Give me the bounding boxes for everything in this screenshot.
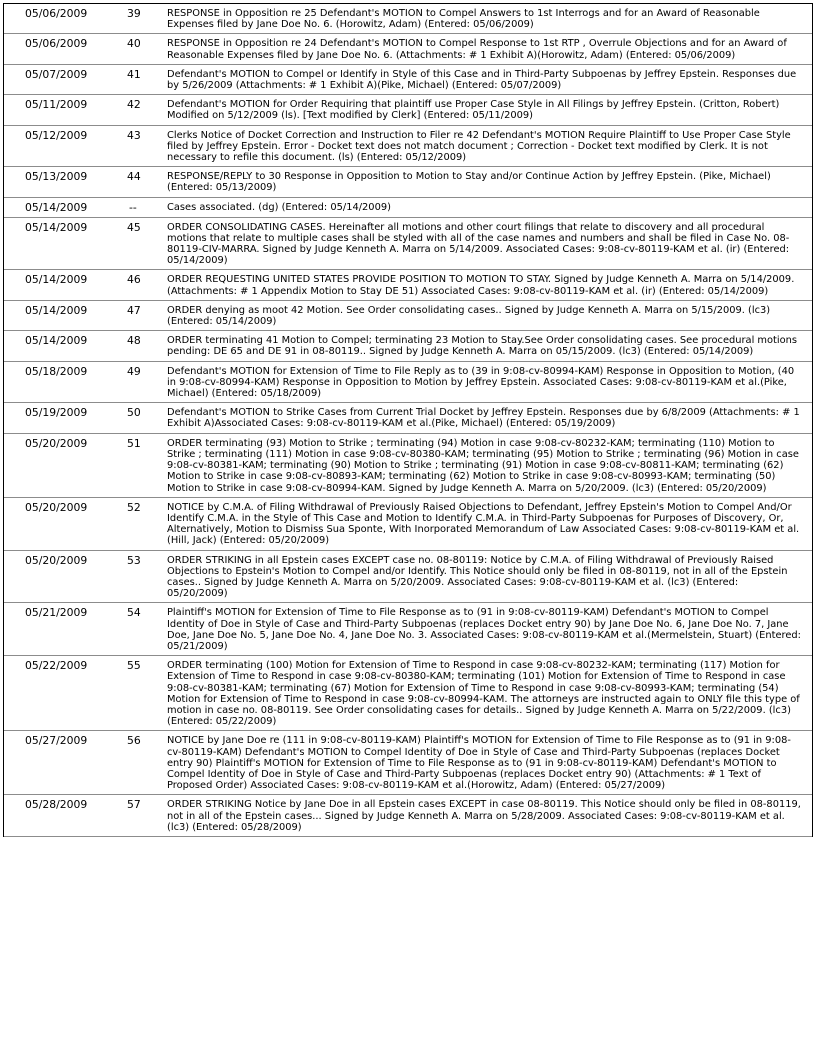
docket-entry-row — [4, 656, 812, 731]
entry-text: RESPONSE in Opposition re 25 Defendant's MOTION to Compel Answers to 1st Interrogs and for an Award of Reasonable Expenses filed by Jane Doe No. 6. (Horowitz, Adam) (Entered: 05/06/2009) — [167, 8, 760, 31]
entry-date: 05/20/2009 — [25, 553, 88, 567]
entry-text: Cases associated. (dg) (Entered: 05/14/2009) — [167, 201, 391, 213]
entry-text: Defendant's MOTION for Order Requiring that plaintiff use Proper Case Style in All Filings by Jeffrey Epstein. (Critton, Robert) Modified on 5/12/2009 (ls). [Text modified by Clerk] (Entered: 05/11/2009) — [167, 99, 780, 122]
docket-entry-row — [4, 331, 812, 361]
entry-number: 57 — [127, 798, 141, 812]
docket-entry-row — [4, 270, 812, 300]
entry-date: 05/11/2009 — [25, 98, 88, 112]
entry-text: ORDER CONSOLIDATING CASES. Hereinafter all motions and other court filings that relate to discovery and all procedural motions that relate to multiple cases shall be styled with all of the case names and numbers and shall be filed in Case No. 08-80119-CIV-MARRA. Signed by Judge Kenneth A. Marra on 5/14/2009. Associated Cases: 9:08-cv-80119-KAM et al. (ir) (Entered: 05/14/2009) — [167, 221, 790, 267]
docket-entry-row — [4, 551, 812, 604]
entry-date: 05/13/2009 — [25, 170, 88, 184]
docket-entry-row — [4, 362, 812, 404]
entry-number: 44 — [127, 170, 141, 184]
docket-entry-row — [4, 301, 812, 331]
entry-date: 05/14/2009 — [25, 220, 88, 234]
entry-number: -- — [129, 200, 137, 214]
entry-date: 05/06/2009 — [25, 37, 88, 51]
entry-date: 05/14/2009 — [25, 200, 88, 214]
entry-text: ORDER REQUESTING UNITED STATES PROVIDE POSITION TO MOTION TO STAY. Signed by Judge Kenneth A. Marra on 5/14/2009. (Attachments: # 1 Appendix Motion to Stay DE 51) Associated Cases: 9:08-cv-80119-KAM et al. (ir) (Entered: 05/14/2009) — [167, 274, 795, 297]
entry-text: ORDER terminating (100) Motion for Extension of Time to Respond in case 9:08-cv-80232-KAM; terminating (117) Motion for Extension of Time to Respond in case 9:08-cv-80380-KAM; terminating (101) Motion for Extension of Time to Respond in case 9:08-cv-80381-KAM; terminating (67) Motion for Extension of Time to Respond in case 9:08-cv-80993-KAM; terminating (54) Motion for Extension of Time to Respond in case 9:08-cv-80994-KAM. The attorneys are instructed again to ONLY file this type of motion in case no. 08-80119. See Order consolidating cases for details.. Signed by Judge Kenneth A. Marra on 5/22/2009. (lc3) (Entered: 05/22/2009) — [167, 660, 800, 728]
entry-text: RESPONSE in Opposition re 24 Defendant's MOTION to Compel Response to 1st RTP , Overrule Objections and for an Award of Reasonable Expenses filed by Jane Doe No. 6. (Attachments: # 1 Exhibit A)(Horowitz, Adam) (Entered: 05/06/2009) — [167, 38, 787, 61]
entry-number: 47 — [127, 303, 141, 317]
entry-date: 05/07/2009 — [25, 67, 88, 81]
entry-number: 51 — [127, 436, 141, 450]
entry-date: 05/28/2009 — [25, 798, 88, 812]
docket-entry-row — [4, 167, 812, 197]
entry-number: 43 — [127, 128, 141, 142]
entry-number: 52 — [127, 500, 141, 514]
entry-text: ORDER terminating (93) Motion to Strike ; terminating (94) Motion in case 9:08-cv-80232-KAM; terminating (110) Motion to Strike ; terminating (111) Motion in case 9:08-cv-80380-KAM; terminating (95) Motion to Strike ; terminating (96) Motion in case 9:08-cv-80381-KAM; terminating (90) Motion to Strike ; terminating (91) Motion in case 9:08-cv-80811-KAM; terminating (62) Motion to Strike in case 9:08-cv-80893-KAM; terminating (62) Motion to Strike in case 9:08-cv-80993-KAM; terminating (50) Motion to Strike in case 9:08-cv-80994-KAM. Signed by Judge Kenneth A. Marra on 5/20/2009. (lc3) (Entered: 05/20/2009) — [167, 437, 799, 494]
entry-number: 49 — [127, 364, 141, 378]
docket-entry-row — [4, 434, 812, 498]
entry-date: 05/14/2009 — [25, 273, 88, 287]
entry-date: 05/19/2009 — [25, 406, 88, 420]
entry-number: 55 — [127, 659, 141, 673]
entry-text: ORDER STRIKING Notice by Jane Doe in all Epstein cases EXCEPT in case 08-80119. This Notice should only be filed in 08-80119, not in all of the Epstein cases... Signed by Judge Kenneth A. Marra on 5/28/2009. Associated Cases: 9:08-cv-80119-KAM et al. (lc3) (Entered: 05/28/2009) — [167, 799, 801, 833]
entry-text: Defendant's MOTION to Strike Cases from Current Trial Docket by Jeffrey Epstein. Responses due by 6/8/2009 (Attachments: # 1 Exhibit A)Associated Cases: 9:08-cv-80119-KAM et al.(Pike, Michael) (Entered: 05/19/2009) — [167, 407, 800, 430]
docket-entry-row — [4, 198, 812, 218]
entry-number: 41 — [127, 67, 141, 81]
entry-text: RESPONSE/REPLY to 30 Response in Opposition to Motion to Stay and/or Continue Action by Jeffrey Epstein. (Pike, Michael) (Entered: 05/13/2009) — [167, 171, 771, 194]
entry-number: 46 — [127, 273, 141, 287]
entry-number: 54 — [127, 606, 141, 620]
entry-date: 05/20/2009 — [25, 436, 88, 450]
entry-text: ORDER terminating 41 Motion to Compel; terminating 23 Motion to Stay.See Order consolidating cases. See procedural motions pending: DE 65 and DE 91 in 08-80119.. Signed by Judge Kenneth A. Marra on 05/15/2009. (lc3) (Entered: 05/14/2009) — [167, 335, 798, 358]
entry-text: Clerks Notice of Docket Correction and Instruction to Filer re 42 Defendant's MOTION Require Plaintiff to Use Proper Case Style filed by Jeffrey Epstein. Error - Docket text does not match document ; Correction - Docket text modified by Clerk. It is not necessary to refile this document. (ls) (Entered: 05/12/2009) — [167, 129, 791, 164]
docket-entry-row — [4, 403, 812, 433]
entry-number: 39 — [127, 7, 141, 20]
docket-entry-row — [4, 65, 812, 95]
entry-date: 05/22/2009 — [25, 659, 88, 673]
entry-text: ORDER STRIKING in all Epstein cases EXCEPT case no. 08-80119: Notice by C.M.A. of Filing Withdrawal of Previously Raised Objections to Epstein's Motion to Compel and/or Identify. This Notice should only be filed in 08-80119, not in all of the Epstein cases.. Signed by Judge Kenneth A. Marra on 5/20/2009. Associated Cases: 9:08-cv-80119-KAM et al. (lc3) (Entered: 05/20/2009) — [167, 554, 788, 600]
entry-date: 05/14/2009 — [25, 334, 88, 348]
docket-entry-row — [4, 126, 812, 168]
entry-number: 45 — [127, 220, 141, 234]
entry-date: 05/20/2009 — [25, 500, 88, 514]
entry-text: Plaintiff's MOTION for Extension of Time to File Response as to (91 in 9:08-cv-80119-KAM) Defendant's MOTION to Compel Identity of Doe in Style of Case and Third-Party Subpoenas (replaces Docket entry 90) by Jane Doe No. 6, Jane Doe No. 7, Jane Doe, Jane Doe No. 5, Jane Doe No. 4, Jane Doe No. 3. Associated Cases: 9:08-cv-80119-KAM et al.(Mermelstein, Stuart) (Entered: 05/21/2009) — [167, 607, 801, 652]
entry-date: 05/21/2009 — [25, 606, 88, 620]
entry-number: 50 — [127, 406, 141, 420]
docket-entry-row — [4, 603, 812, 656]
entry-date: 05/18/2009 — [25, 364, 88, 378]
entry-date: 05/27/2009 — [25, 734, 88, 748]
entry-number: 53 — [127, 553, 141, 567]
entry-text: Defendant's MOTION to Compel or Identify in Style of this Case and in Third-Party Subpoenas by Jeffrey Epstein. Responses due by 5/26/2009 (Attachments: # 1 Exhibit A)(Pike, Michael) (Entered: 05/07/2009) — [167, 68, 797, 92]
entry-text: ORDER denying as moot 42 Motion. See Order consolidating cases.. Signed by Judge Kenneth A. Marra on 5/15/2009. (lc3) (Entered: 05/14/2009) — [167, 304, 771, 328]
docket-entry-row — [4, 34, 812, 64]
entry-text: Defendant's MOTION for Extension of Time to File Reply as to (39 in 9:08-cv-80994-KAM) Response in Opposition to Motion, (40 in 9:08-cv-80994-KAM) Response in Opposition to Motion by Jeffrey Epstein. Associated Cases: 9:08-cv-80119-KAM et al.(Pike, Michael) (Entered: 05/18/2009) — [167, 365, 795, 400]
entry-number: 56 — [127, 734, 141, 748]
entry-text: NOTICE by C.M.A. of Filing Withdrawal of Previously Raised Objections to Defendant, Jeffrey Epstein's Motion to Compel And/Or Identify C.M.A. in the Style of This Case and Motion to Identify C.M.A. in Third-Party Subpoenas for Purposes of Discovery, Or, Alternatively, Motion to Dismiss Sua Sponte, With Inorporated Memorandum of Law Associated Cases: 9:08-cv-80119-KAM et al.(Hill, Jack) (Entered: 05/20/2009) — [167, 501, 800, 547]
entry-date: 05/12/2009 — [25, 128, 88, 142]
entry-date: 05/14/2009 — [25, 303, 88, 317]
docket-entry-row — [4, 95, 812, 125]
entry-number: 40 — [127, 37, 141, 51]
docket-table — [3, 3, 813, 837]
docket-entry-row — [4, 218, 812, 271]
docket-entry-row — [4, 4, 812, 34]
entry-text: NOTICE by Jane Doe re (111 in 9:08-cv-80119-KAM) Plaintiff's MOTION for Extension of Time to File Response as to (91 in 9:08-cv-80119-KAM) Defendant's MOTION to Compel Identity of Doe in Style of Case and Third-Party Subpoenas (replaces Docket entry 90) Plaintiff's MOTION for Extension of Time to File Response as to (91 in 9:08-cv-80119-KAM) Defendant's MOTION to Compel Identity of Doe in Style of Case and Third-Party Subpoenas (replaces Docket entry 90) (Attachments: # 1 Text of Proposed Order) Associated Cases: 9:08-cv-80119-KAM et al.(Horowitz, Adam) (Entered: 05/27/2009) — [167, 735, 791, 792]
entry-number: 48 — [127, 334, 141, 348]
entry-number: 42 — [127, 98, 141, 112]
docket-entry-row — [4, 731, 812, 795]
docket-entry-row — [4, 498, 812, 551]
docket-entry-row — [4, 795, 812, 837]
entry-date: 05/06/2009 — [25, 7, 88, 20]
